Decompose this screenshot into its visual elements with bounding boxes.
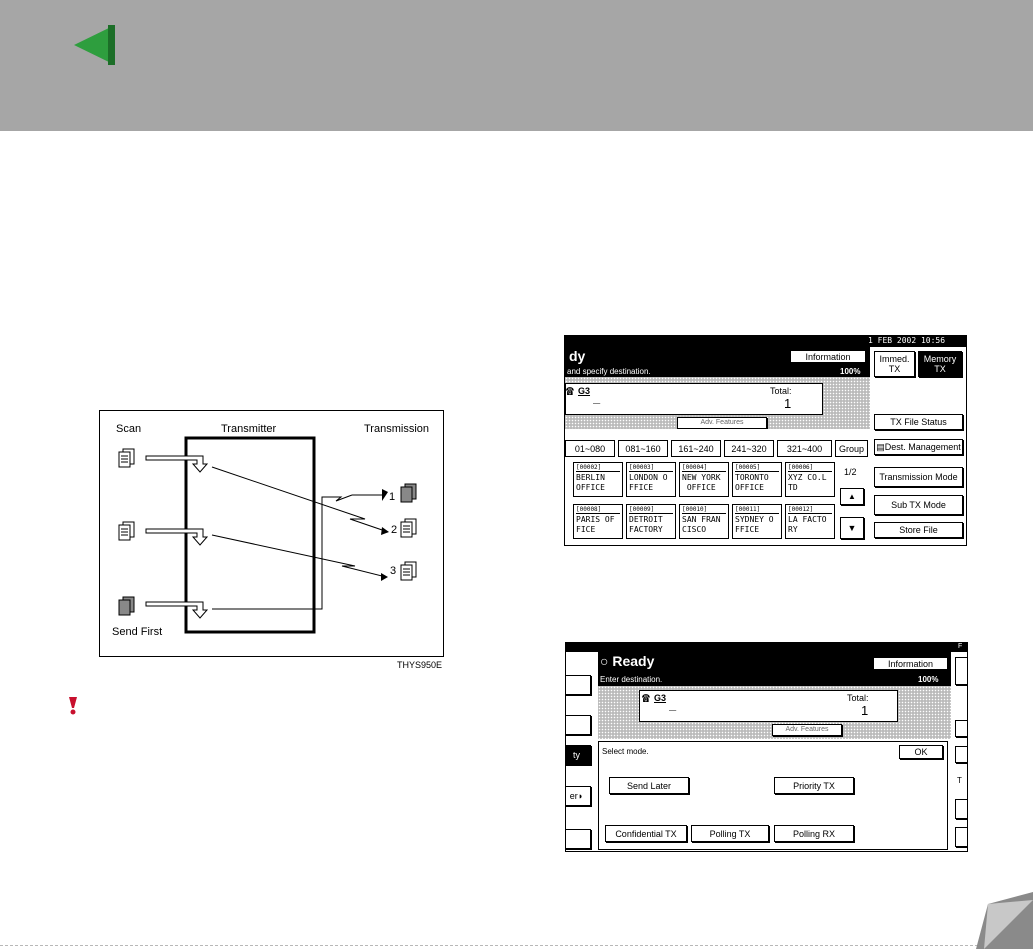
- lcd1-dest-cell[interactable]: [00010] SAN FRAN CISCO: [679, 504, 729, 539]
- lcd2-left-button-5[interactable]: [565, 829, 591, 849]
- lcd1-prompt: and specify destination.: [567, 367, 651, 376]
- lcd2-adv-features-button[interactable]: Adv. Features: [772, 724, 842, 736]
- output-number-2: 2: [391, 524, 398, 536]
- lcd1-dest-cell[interactable]: [00005] TORONTO OFFICE: [732, 462, 782, 497]
- lcd2-status: ○ Ready: [600, 653, 655, 669]
- diagram-drawing: [100, 411, 445, 658]
- lcd1-dest-cell[interactable]: [00009] DETROIT FACTORY: [626, 504, 676, 539]
- send-first-label: Send First: [112, 626, 163, 638]
- document-icon-1: [119, 449, 134, 467]
- output-number-3: 3: [390, 565, 397, 577]
- lcd1-tab-1[interactable]: 01~080: [565, 440, 615, 457]
- lcd1-cursor: _: [593, 390, 601, 404]
- lcd1-total-value: 1: [784, 396, 792, 411]
- lcd2-left-button-4[interactable]: er ◗: [565, 786, 591, 806]
- document-icon-3: [119, 597, 134, 615]
- lcd2-prompt: Enter destination.: [600, 675, 663, 684]
- lcd1-tab-3[interactable]: 161~240: [671, 440, 721, 457]
- lcd1-memory-tx-button[interactable]: Memory TX: [918, 351, 962, 377]
- scan-label: Scan: [116, 423, 142, 435]
- lcd2-right-button-3[interactable]: [955, 746, 968, 763]
- lcd1-store-file-button[interactable]: Store File: [874, 522, 963, 538]
- lcd1-dest-cell[interactable]: [00004] NEW YORK OFFICE: [679, 462, 729, 497]
- footer-divider: [0, 945, 1033, 946]
- lcd1-line-type: G3: [578, 386, 591, 396]
- lcd2-left-button-1[interactable]: [565, 675, 591, 695]
- chevron-up-icon: ▲: [848, 491, 856, 501]
- lcd2-phone-icon: ☎: [642, 691, 650, 706]
- output-number-1: 1: [389, 491, 396, 503]
- transmitter-label: Transmitter: [221, 423, 277, 435]
- lcd2-select-mode-label: Select mode.: [602, 747, 649, 756]
- next-page-corner-icon[interactable]: [976, 892, 1033, 949]
- back-arrow-icon[interactable]: [72, 24, 116, 66]
- fax-lcd-panel-1: [564, 335, 967, 546]
- lcd2-right-button-1[interactable]: [955, 657, 968, 685]
- ready-circle-icon: ○: [600, 653, 609, 669]
- lcd2-ok-button[interactable]: OK: [899, 745, 943, 759]
- book-icon: ▤: [876, 442, 885, 452]
- figure-reference-code: THYS950E: [397, 660, 443, 670]
- lcd1-tx-file-status-button[interactable]: TX File Status: [874, 414, 963, 430]
- lcd1-dest-cell[interactable]: [00011] SYDNEY O FFICE: [732, 504, 782, 539]
- lcd2-cursor: _: [669, 697, 677, 711]
- lcd1-dest-cell[interactable]: [00002] BERLIN OFFICE: [573, 462, 623, 497]
- lcd1-page-indicator: 1/2: [844, 467, 857, 477]
- lcd1-dest-cell[interactable]: [00012] LA FACTO RY: [785, 504, 835, 539]
- lcd2-total-label: Total:: [847, 693, 869, 703]
- lcd2-information-button[interactable]: Information: [873, 657, 948, 670]
- memory-transmission-diagram: [99, 410, 444, 657]
- lcd2-confidential-tx-button[interactable]: Confidential TX: [605, 825, 687, 842]
- half-circle-icon: ◗: [577, 791, 584, 801]
- lcd2-memory-percent: 100%: [918, 675, 939, 684]
- lcd1-date: 1 FEB 2002 10:56: [868, 336, 946, 345]
- transmission-label: Transmission: [364, 423, 429, 435]
- lcd1-transmission-mode-button[interactable]: Transmission Mode: [874, 467, 963, 487]
- lcd1-information-button[interactable]: Information: [790, 350, 866, 363]
- lcd2-right-button-2[interactable]: [955, 720, 968, 737]
- lcd2-polling-tx-button[interactable]: Polling TX: [691, 825, 769, 842]
- lcd2-send-later-button[interactable]: Send Later: [609, 777, 689, 794]
- triangle-down-icon: ▼: [847, 523, 857, 533]
- page-header-band: [0, 0, 1033, 131]
- lcd1-immed-tx-button[interactable]: Immed. TX: [874, 351, 915, 377]
- lcd1-status-text: dy: [569, 348, 586, 364]
- lcd2-left-button-3[interactable]: ty: [565, 745, 591, 765]
- lcd1-page-up-button[interactable]: [840, 488, 864, 505]
- caution-icon: [66, 696, 80, 716]
- lcd2-left-button-2[interactable]: [565, 715, 591, 735]
- lcd1-total-label: Total:: [770, 386, 792, 396]
- lcd1-tab-2[interactable]: 081~160: [618, 440, 668, 457]
- lcd1-dest-cell[interactable]: [00008] PARIS OF FICE: [573, 504, 623, 539]
- lcd1-tab-5[interactable]: 321~400: [777, 440, 832, 457]
- lcd1-page-down-button[interactable]: [840, 517, 864, 539]
- lcd1-tab-group[interactable]: Group: [835, 440, 868, 457]
- lcd1-tab-4[interactable]: 241~320: [724, 440, 774, 457]
- fax-lcd-panel-2: [565, 642, 968, 852]
- lcd1-adv-features-button[interactable]: Adv. Features: [677, 417, 767, 429]
- lcd2-right-button-4[interactable]: [955, 799, 968, 819]
- document-icon-2: [119, 522, 134, 540]
- lcd2-total-value: 1: [861, 703, 869, 718]
- lcd1-dest-cell[interactable]: [00003] LONDON O FFICE: [626, 462, 676, 497]
- lcd2-polling-rx-button[interactable]: Polling RX: [774, 825, 854, 842]
- lcd1-sub-tx-mode-button[interactable]: Sub TX Mode: [874, 495, 963, 515]
- lcd1-dest-cell[interactable]: [00006] XYZ CO.L TD: [785, 462, 835, 497]
- lcd1-memory-percent: 100%: [840, 367, 861, 376]
- lcd2-date-fragment: F: [958, 643, 963, 650]
- lcd1-destination-grid: [565, 458, 833, 546]
- lcd2-right-button-5[interactable]: [955, 827, 968, 847]
- lcd2-line-type: G3: [654, 693, 667, 703]
- lcd2-right-label: T: [957, 776, 962, 785]
- lcd1-dest-management-button[interactable]: ▤ Dest. Management: [874, 439, 963, 455]
- lcd1-phone-icon: ☎: [566, 384, 574, 399]
- lcd2-priority-tx-button[interactable]: Priority TX: [774, 777, 854, 794]
